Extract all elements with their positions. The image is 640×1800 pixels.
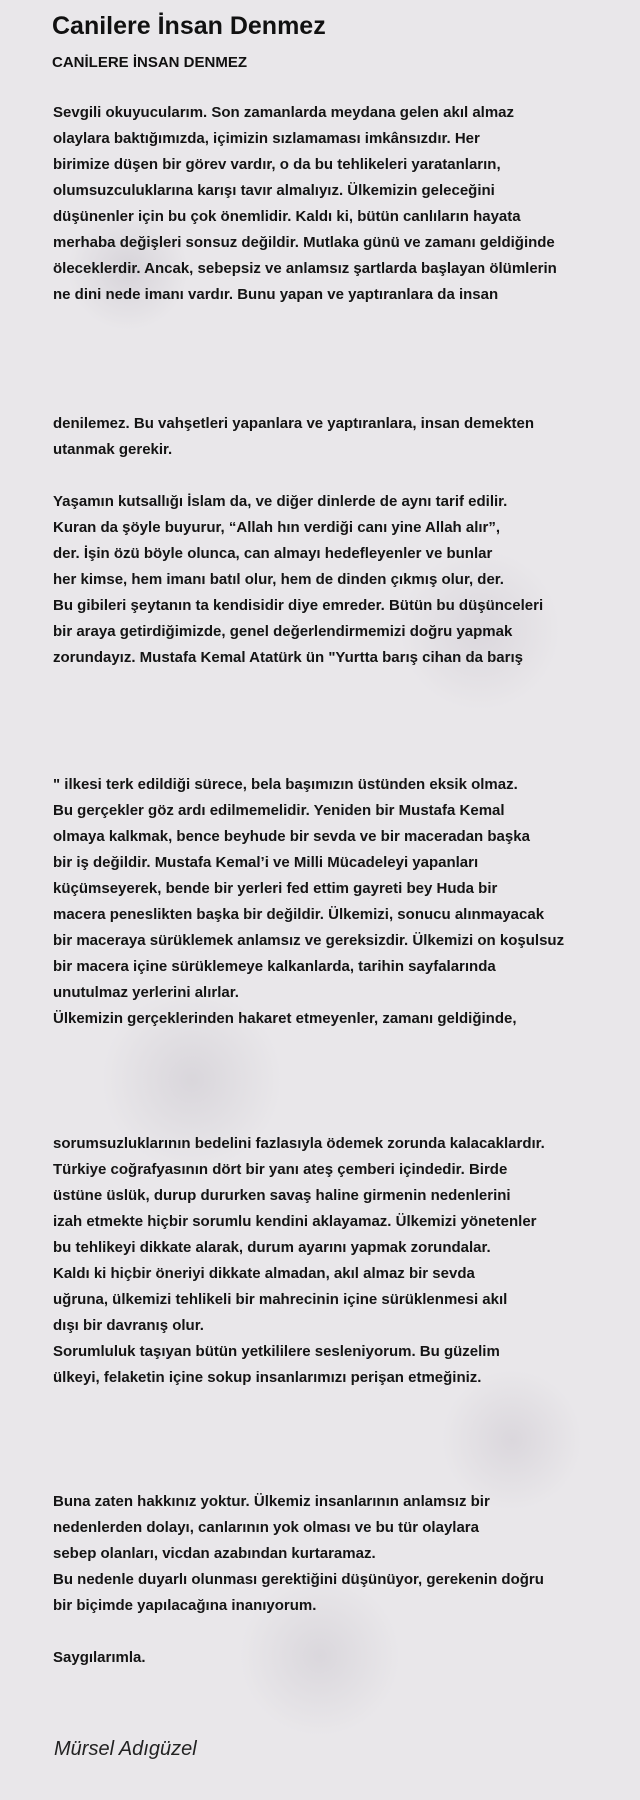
text-line: olmaya kalkmak, bence beyhude bir sevda ve bir maceradan başka (53, 828, 530, 845)
text-line: olumsuzculuklarına karışı tavır almalıyız. Ülkemizin geleceğini (53, 182, 495, 199)
text-block-5 (53, 1489, 633, 1671)
text-line: unutulmaz yerlerini alırlar. (53, 984, 239, 1001)
text-line: Türkiye coğrafyasının dört bir yanı ateş çemberi içindedir. Birde (53, 1161, 508, 1178)
text-line: Bu gibileri şeytanın ta kendisidir diye emreder. Bütün bu düşünceleri (53, 597, 544, 614)
text-line: Yaşamın kutsallığı İslam da, ve diğer dinlerde de aynı tarif edilir. (53, 493, 508, 510)
text-line (53, 1619, 633, 1645)
text-line (53, 463, 633, 489)
text-line: birimize düşen bir görev vardır, o da bu tehlikeleri yaratanların, (53, 156, 501, 173)
text-line: üstüne üslük, durup dururken savaş haline girmenin nedenlerini (53, 1187, 511, 1204)
text-line: öleceklerdir. Ancak, sebepsiz ve anlamsız şartlarda başlayan ölümlerin (53, 260, 557, 277)
text-line: Ülkemizin gerçeklerinden hakaret etmeyenler, zamanı geldiğinde, (53, 1010, 517, 1027)
text-line: ne dini nede imanı vardır. Bunu yapan ve yaptıranlara da insan (53, 286, 499, 303)
text-line: sorumsuzluklarının bedelini fazlasıyla ödemek zorunda kalacaklardır. (53, 1135, 545, 1152)
text-line: düşünenler için bu çok önemlidir. Kaldı ki, bütün canlıların hayata (53, 208, 521, 225)
text-line: nedenlerden dolayı, canlarının yok olması ve bu tür olaylara (53, 1519, 479, 1536)
text-line: Sevgili okuyucularım. Son zamanlarda meydana gelen akıl almaz (53, 104, 515, 121)
text-line: macera peneslikten başka bir değildir. Ülkemizi, sonucu alınmayacak (53, 906, 545, 923)
text-line: utanmak gerekir. (53, 441, 173, 458)
text-line: Bu nedenle duyarlı olunması gerektiğini düşünüyor, gerekenin doğru (53, 1571, 544, 1588)
text-line: Saygılarımla. (53, 1649, 146, 1666)
text-line: bir macera içine sürüklemeye kalkanlarda, tarihin sayfalarında (53, 958, 496, 975)
page-title: Canilere İnsan Denmez (52, 12, 326, 40)
text-line: her kimse, hem imanı batıl olur, hem de dinden çıkmış olur, der. (53, 571, 504, 588)
text-block-3 (53, 772, 633, 1032)
text-line: küçümseyerek, bende bir yerleri fed ettim gayreti bey Huda bir (53, 880, 498, 897)
text-line: Sorumluluk taşıyan bütün yetkililere sesleniyorum. Bu güzelim (53, 1343, 500, 1360)
text-line: bir biçimde yapılacağına inanıyorum. (53, 1597, 317, 1614)
text-line: Bu gerçekler göz ardı edilmemelidir. Yeniden bir Mustafa Kemal (53, 802, 505, 819)
text-block-2 (53, 411, 633, 671)
text-line: der. İşin özü böyle olunca, can almayı hedefleyenler ve bunlar (53, 545, 493, 562)
text-line: Kaldı ki hiçbir öneriyi dikkate almadan, akıl almaz bir sevda (53, 1265, 475, 1282)
text-line: dışı bir davranış olur. (53, 1317, 204, 1334)
text-line: Buna zaten hakkınız yoktur. Ülkemiz insanlarının anlamsız bir (53, 1493, 490, 1510)
text-line: uğruna, ülkemizi tehlikeli bir mahrecinin içine sürüklenmesi akıl (53, 1291, 508, 1308)
text-line: denilemez. Bu vahşetleri yapanlara ve yaptıranlara, insan demekten (53, 415, 535, 432)
author-signature: Mürsel Adıgüzel (54, 1738, 197, 1760)
text-line: izah etmekte hiçbir sorumlu kendini aklayamaz. Ülkemizi yönetenler (53, 1213, 537, 1230)
text-block-4 (53, 1131, 633, 1391)
text-line: bu tehlikeyi dikkate alarak, durum ayarını yapmak zorundalar. (53, 1239, 491, 1256)
text-block-1 (53, 100, 633, 308)
text-line: ülkeyi, felaketin içine sokup insanlarımızı perişan etmeğiniz. (53, 1369, 482, 1386)
text-line: bir araya getirdiğimizde, genel değerlendirmemizi doğru yapmak (53, 623, 513, 640)
text-line: olaylara baktığımızda, içimizin sızlamaması imkânsızdır. Her (53, 130, 480, 147)
text-line: bir iş değildir. Mustafa Kemal’i ve Milli Mücadeleyi yapanları (53, 854, 479, 871)
text-line: bir maceraya sürüklemek anlamsız ve gereksizdir. Ülkemizi on koşulsuz (53, 932, 565, 949)
text-line: Kuran da şöyle buyurur, “Allah hın verdiği canı yine Allah alır”, (53, 519, 501, 536)
text-line: " ilkesi terk edildiği sürece, bela başımızın üstünden eksik olmaz. (53, 776, 518, 793)
text-line: zorundayız. Mustafa Kemal Atatürk ün "Yurtta barış cihan da barış (53, 649, 523, 666)
text-line: sebep olanları, vicdan azabından kurtaramaz. (53, 1545, 376, 1562)
page-subtitle: CANİLERE İNSAN DENMEZ (52, 54, 248, 71)
text-line: merhaba değişleri sonsuz değildir. Mutlaka günü ve zamanı geldiğinde (53, 234, 555, 251)
